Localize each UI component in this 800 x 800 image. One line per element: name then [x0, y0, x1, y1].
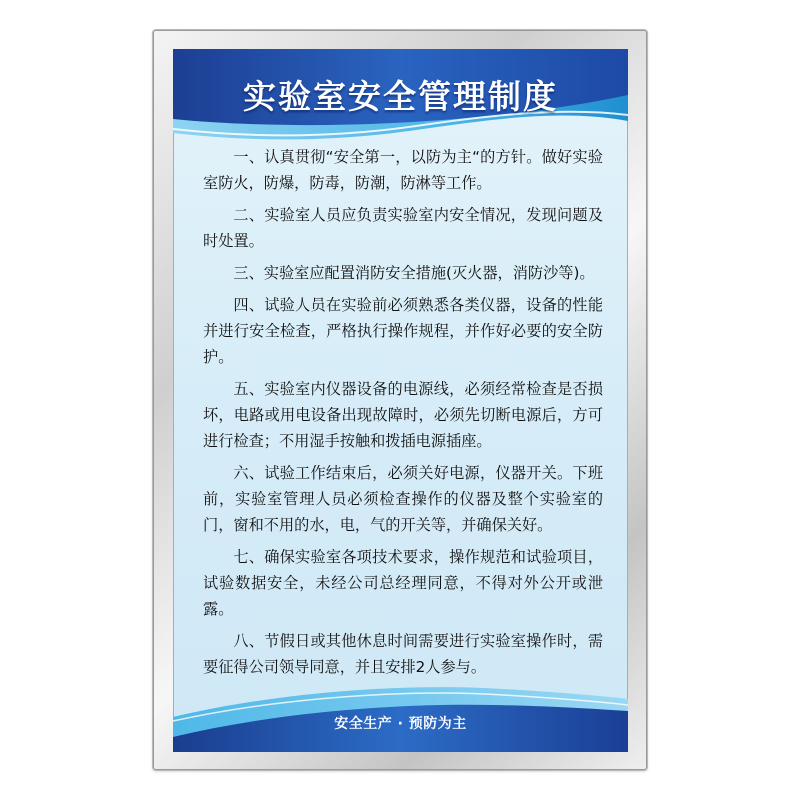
rule-item: 七、确保实验室各项技术要求，操作规范和试验项目，试验数据安全，未经公司总经理同意，不得对外公开或泄露。	[203, 548, 603, 618]
rule-item: 一、认真贯彻“安全第一，以防为主“的方针。做好实验室防火，防爆，防毒，防潮，防淋等工作。	[203, 148, 603, 192]
rule-item: 四、试验人员在实验前必须熟悉各类仪器，设备的性能并进行安全检查，严格执行操作规程，并作好必要的安全防护。	[203, 296, 603, 366]
rule-item: 五、实验室内仪器设备的电源线，必须经常检查是否损坏，电路或用电设备出现故障时，必须先切断电源后，方可进行检查；不用湿手按触和拨插电源插座。	[203, 380, 603, 450]
rule-item: 三、实验室应配置消防安全措施(灭火器，消防沙等)。	[233, 264, 595, 282]
sign-board	[173, 49, 628, 752]
rule-item: 二、实验室人员应负责实验室内安全情况，发现问题及时处置。	[203, 206, 603, 250]
page-title: 实验室安全管理制度	[243, 77, 558, 116]
rules-list	[203, 144, 603, 686]
rule-item: 八、节假日或其他休息时间需要进行实验室操作时，需要征得公司领导同意，并且安排2人参与。	[203, 632, 603, 676]
rule-item: 六、试验工作结束后，必须关好电源，仪器开关。下班前，实验室管理人员必须检查操作的仪器及整个实验室的门，窗和不用的水，电，气的开关等，并确保关好。	[203, 464, 603, 534]
footer-slogan: 安全生产 · 预防为主	[334, 716, 467, 732]
